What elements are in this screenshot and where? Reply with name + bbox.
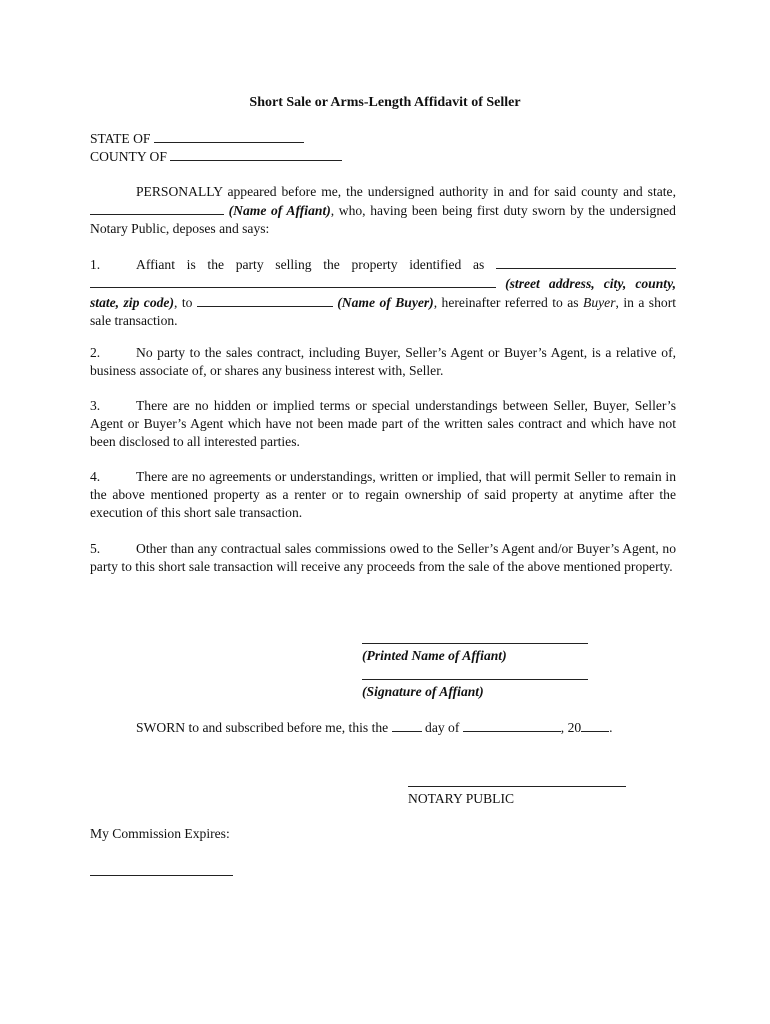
- state-label: STATE OF: [90, 131, 151, 146]
- item-5: [90, 540, 676, 576]
- printed-name-line[interactable]: [362, 643, 588, 644]
- county-blank[interactable]: [170, 147, 342, 161]
- item-1-part-d: , in a short sale transaction.: [90, 295, 676, 328]
- sworn-part-a: SWORN to and subscribed before me, this the: [136, 720, 389, 735]
- intro-lead: PERSONALLY appeared before me, the undersigned authority in and for said county and state,: [136, 184, 676, 199]
- state-blank[interactable]: [154, 129, 304, 143]
- item-1: [90, 255, 676, 330]
- item-text: No party to the sales contract, including Buyer, Seller’s Agent or Buyer’s Agent, is a relative of, business associate of, or shares any business interest with, Seller.: [90, 345, 676, 378]
- buyer-name-hint: (Name of Buyer): [337, 295, 434, 310]
- intro-tail: , who, having been being first duty sworn by the undersigned Notary Public, deposes and says:: [90, 203, 676, 236]
- item-number: 3.: [90, 398, 101, 413]
- buyer-name-blank[interactable]: [197, 293, 333, 307]
- county-line: [90, 147, 342, 166]
- sworn-line: [136, 718, 613, 737]
- notary-public-label: NOTARY PUBLIC: [408, 791, 515, 806]
- intro-paragraph: [90, 183, 676, 238]
- sworn-part-d: .: [609, 720, 613, 735]
- sworn-part-b: day of: [425, 720, 460, 735]
- property-address-blank-2[interactable]: [90, 274, 496, 288]
- item-3: [90, 397, 676, 451]
- item-number: 4.: [90, 469, 101, 484]
- sworn-year-blank[interactable]: [581, 718, 609, 732]
- item-1-part-b: , to: [173, 295, 193, 310]
- item-number: 1.: [90, 257, 101, 272]
- item-number: 2.: [90, 345, 101, 360]
- affiant-name-blank[interactable]: [90, 201, 224, 215]
- affiant-name-hint: (Name of Affiant): [228, 203, 331, 218]
- notary-signature-line[interactable]: [408, 786, 626, 787]
- item-number: 5.: [90, 541, 101, 556]
- address-hint: (street address, city, county, state, zip code): [90, 276, 676, 310]
- document-title: Short Sale or Arms-Length Affidavit of Seller: [249, 95, 521, 110]
- signature-caption: (Signature of Affiant): [362, 684, 484, 699]
- commission-date-line[interactable]: [90, 875, 233, 876]
- sworn-day-blank[interactable]: [392, 718, 422, 732]
- item-text: There are no agreements or understandings, written or implied, that will permit Seller to remain in the above mentioned property as a renter or to regain ownership of said property at anytime after the execution of this short sale transaction.: [90, 469, 676, 520]
- sworn-part-c: , 20: [560, 720, 582, 735]
- printed-name-caption: (Printed Name of Affiant): [362, 648, 507, 663]
- item-2: [90, 344, 676, 380]
- item-1-part-c: , hereinafter referred to as: [433, 295, 579, 310]
- sworn-month-blank[interactable]: [463, 718, 561, 732]
- property-address-blank-1[interactable]: [496, 255, 676, 269]
- state-line: [90, 129, 304, 148]
- item-4: [90, 468, 676, 522]
- item-text: There are no hidden or implied terms or special understandings between Seller, Buyer, Seller’s Agent or Buyer’s Agent which have not been made part of the written sales contract and which have not been disclosed to all interested parties.: [90, 398, 676, 449]
- signature-line[interactable]: [362, 679, 588, 680]
- item-1-part-a: Affiant is the party selling the property identified as: [136, 257, 485, 272]
- buyer-term: Buyer: [583, 295, 616, 310]
- county-label: COUNTY OF: [90, 149, 167, 164]
- commission-expires-label: My Commission Expires:: [90, 826, 230, 841]
- item-text: Other than any contractual sales commissions owed to the Seller’s Agent and/or Buyer’s Agent, no party to this short sale transaction will receive any proceeds from the sale of the above mentioned property.: [90, 541, 676, 574]
